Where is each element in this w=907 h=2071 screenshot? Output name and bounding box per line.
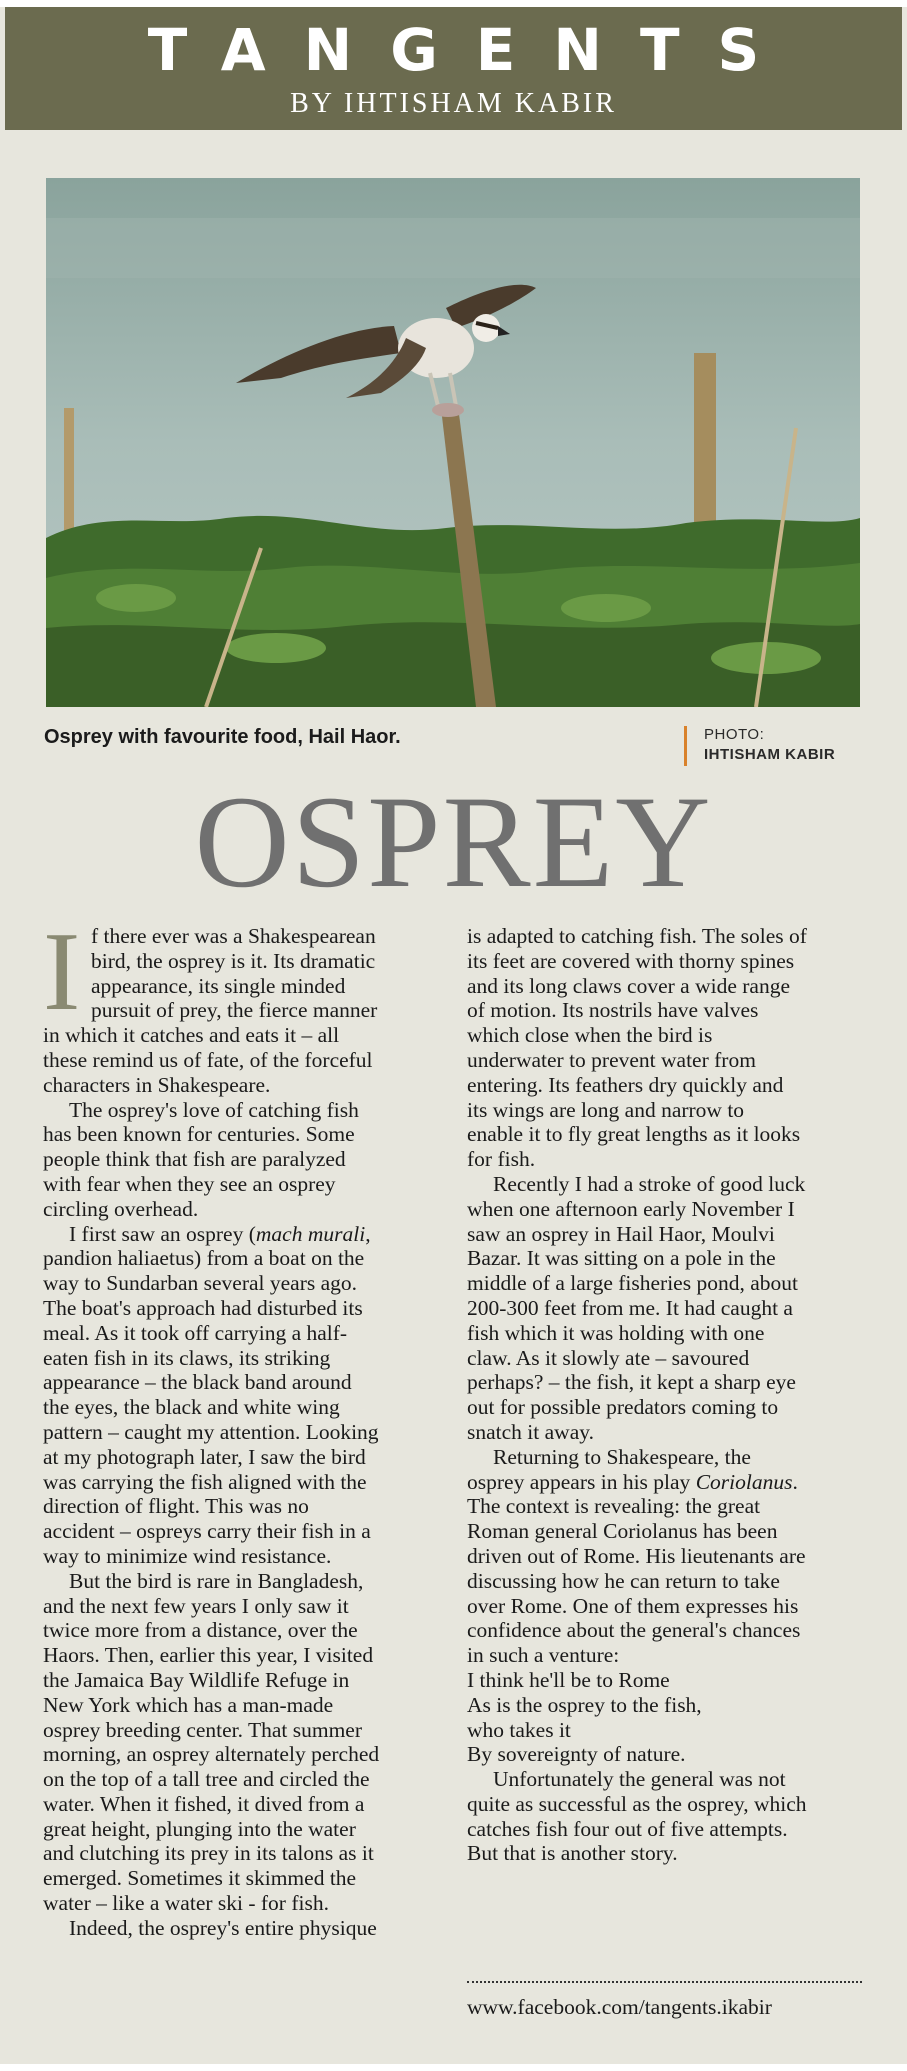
photo-caption: Osprey with favourite food, Hail Haor. [44,726,401,748]
article-line: The boat's approach had disturbed its [43,1295,363,1320]
article-line: characters in Shakespeare. [43,1072,271,1097]
article-line: appearance – the black band around [43,1370,352,1395]
article-line: for fish. [467,1147,536,1172]
article-line: middle of a large fisheries pond, about [467,1271,798,1296]
article-line: quite as successful as the osprey, which [467,1791,807,1816]
drop-cap: I [43,910,81,1034]
article-line: water – like a water ski - for fish. [43,1891,329,1916]
photo-credit-label: PHOTO: [704,726,765,743]
article-line: osprey appears in his play Coriolanus. [467,1469,798,1494]
article-headline: OSPREY [194,768,713,915]
osprey-photo [46,178,860,707]
article-line: confidence about the general's chances [467,1618,801,1643]
article-line: Recently I had a stroke of good luck [493,1171,806,1196]
masthead-title: TANGENTS [147,16,798,84]
article-line: morning, an osprey alternately perched [43,1742,380,1767]
article-line: catches fish four out of five attempts. [467,1816,788,1841]
article-line: has been known for centuries. Some [43,1122,355,1147]
masthead-byline: BY IHTISHAM KABIR [290,88,617,119]
masthead [5,7,902,130]
article-line: As is the osprey to the fish, [467,1692,702,1717]
article-line: emerged. Sometimes it skimmed the [43,1866,357,1891]
photo-credit-name: IHTISHAM KABIR [704,746,836,763]
article-line: driven out of Rome. His lieutenants are [467,1543,806,1568]
article-line: snatch it away. [467,1419,594,1444]
dotted-separator [467,1981,862,1983]
article-line: I think he'll be to Rome [467,1667,670,1692]
article-line: discussing how he can return to take [467,1568,780,1593]
article-column-right [467,924,867,1866]
article-line: But that is another story. [467,1841,678,1866]
article-column-left [43,910,443,1941]
article-line: in which it catches and eats it – all [43,1023,340,1048]
article-line: circling overhead. [43,1196,199,1221]
credit-accent-bar [684,726,687,766]
article-line: direction of flight. This was no [43,1494,309,1519]
article-line: and the next few years I only saw it [43,1593,349,1618]
article-line: on the top of a tall tree and circled the [43,1767,370,1792]
article-line: of motion. Its nostrils have valves [467,998,759,1023]
article-line: great height, plunging into the water [43,1816,356,1841]
italic-term: Coriolanus [695,1469,793,1494]
article-line: when one afternoon early November I [467,1196,795,1221]
article-line: meal. As it took off carrying a half- [43,1320,348,1345]
article-line: its wings are long and narrow to [467,1097,745,1122]
italic-term: mach murali [255,1221,366,1246]
article-line: over Rome. One of them expresses his [467,1593,799,1618]
article-line: with fear when they see an osprey [43,1171,336,1196]
article-line: in such a venture: [467,1643,620,1668]
article-line: fish which it was holding with one [467,1320,765,1345]
article-line: its feet are covered with thorny spines [467,948,795,973]
article-line: osprey breeding center. That summer [43,1717,363,1742]
article-line: claw. As it slowly ate – savoured [467,1345,750,1370]
article-line: f there ever was a Shakespearean [91,924,376,948]
article-line: is adapted to catching fish. The soles of [467,924,807,948]
article-line: saw an osprey in Hail Haor, Moulvi [467,1221,775,1246]
article-line: underwater to prevent water from [467,1047,756,1072]
article-line: Bazar. It was sitting on a pole in the [467,1246,776,1271]
article-line: way to minimize wind resistance. [43,1543,332,1568]
article-line: By sovereignty of nature. [467,1742,686,1767]
article-line: bird, the osprey is it. Its dramatic [91,948,376,973]
article-line: Haors. Then, earlier this year, I visited [43,1643,374,1668]
article-line: The context is revealing: the great [467,1494,761,1519]
article-line: I first saw an osprey (mach murali, [69,1221,371,1246]
article-line: and its long claws cover a wide range [467,973,790,998]
bottom-border [0,2064,907,2071]
article-line: New York which has a man-made [43,1692,334,1717]
article-line: accident – ospreys carry their fish in a [43,1519,371,1544]
facebook-link[interactable]: www.facebook.com/tangents.ikabir [467,1995,772,2019]
article-line: eaten fish in its claws, its striking [43,1345,331,1370]
article-line: But the bird is rare in Bangladesh, [69,1568,364,1593]
article-line: pursuit of prey, the fierce manner [91,998,378,1023]
article-line: at my photograph later, I saw the bird [43,1444,366,1469]
article-line: Indeed, the osprey's entire physique [69,1915,377,1940]
article-line: appearance, its single minded [91,973,346,998]
article-line: the Jamaica Bay Wildlife Refuge in [43,1667,350,1692]
article-line: perhaps? – the fish, it kept a sharp eye [467,1370,796,1395]
article-line: which close when the bird is [467,1023,713,1048]
article-line: who takes it [467,1717,571,1742]
article-line: The osprey's love of catching fish [69,1097,359,1122]
article-line: these remind us of fate, of the forceful [43,1047,373,1072]
top-border [0,0,907,7]
article-line: water. When it fished, it dived from a [43,1791,365,1816]
article-line: entering. Its feathers dry quickly and [467,1072,784,1097]
article-line: people think that fish are paralyzed [43,1147,346,1172]
article-line: out for possible predators coming to [467,1395,779,1420]
article-line: enable it to fly great lengths as it looks [467,1122,801,1147]
article-line: Returning to Shakespeare, the [493,1444,751,1469]
article-line: 200-300 feet from me. It had caught a [467,1295,793,1320]
article-line: was carrying the fish aligned with the [43,1469,367,1494]
article-line: the eyes, the black and white wing [43,1395,340,1420]
article-line: Roman general Coriolanus has been [467,1519,778,1544]
article-line: Unfortunately the general was not [493,1767,786,1792]
article-line: pandion haliaetus) from a boat on the [43,1246,365,1271]
article-line: and clutching its prey in its talons as it [43,1841,374,1866]
article-line: pattern – caught my attention. Looking [43,1419,379,1444]
article-line: way to Sundarban several years ago. [43,1271,358,1296]
article-line: twice more from a distance, over the [43,1618,358,1643]
